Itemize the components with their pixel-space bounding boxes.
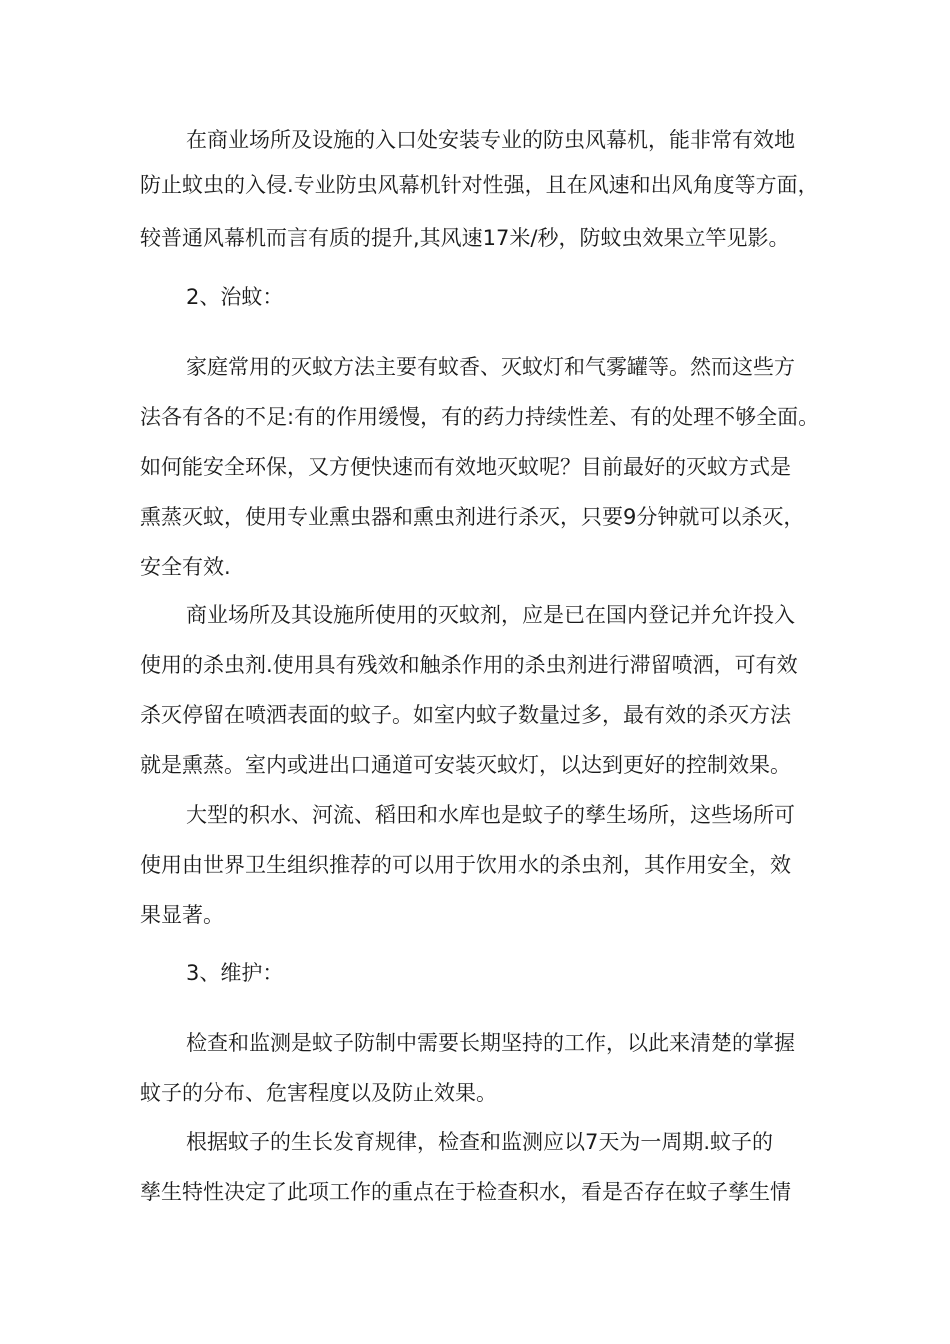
paragraph-6-line-2: 孳生特性决定了此项工作的重点在于检查积水，看是否存在蚊子孳生情 [140,1180,791,1204]
paragraph-4-line-3: 果显著。 [140,903,224,927]
paragraph-2-line-1: 家庭常用的灭蚊方法主要有蚊香、灭蚊灯和气雾罐等。然而这些方 [186,355,795,379]
paragraph-2-line-3: 如何能安全环保，又方便快速而有效地灭蚊呢？目前最好的灭蚊方式是 [140,455,791,479]
paragraph-2-line-4: 熏蒸灭蚊，使用专业熏虫器和熏虫剂进行杀灭，只要9分钟就可以杀灭， [140,505,805,529]
paragraph-4-line-1: 大型的积水、河流、稻田和水库也是蚊子的孳生场所，这些场所可 [186,803,795,827]
paragraph-1-line-3: 较普通风幕机而言有质的提升,其风速17米/秒，防蚊虫效果立竿见影。 [140,226,790,250]
paragraph-3-line-4: 就是熏蒸。室内或进出口通道可安装灭蚊灯，以达到更好的控制效果。 [140,753,791,777]
paragraph-1-line-1: 在商业场所及设施的入口处安装专业的防虫风幕机，能非常有效地 [186,128,795,152]
paragraph-4-line-2: 使用由世界卫生组织推荐的可以用于饮用水的杀虫剂，其作用安全，效 [140,853,791,877]
paragraph-3-line-2: 使用的杀虫剂.使用具有残效和触杀作用的杀虫剂进行滞留喷洒，可有效 [140,653,798,677]
paragraph-3-line-1: 商业场所及其设施所使用的灭蚊剂，应是已在国内登记并允许投入 [186,603,795,627]
section-heading-2: 2、治蚊： [186,285,284,309]
paragraph-2-line-5: 安全有效. [140,555,231,579]
paragraph-2-line-2: 法各有各的不足:有的作用缓慢，有的药力持续性差、有的处理不够全面。 [140,405,820,429]
paragraph-5-line-1: 检查和监测是蚊子防制中需要长期坚持的工作，以此来清楚的掌握 [186,1031,795,1055]
paragraph-1-line-2: 防止蚊虫的入侵.专业防虫风幕机针对性强，且在风速和出风角度等方面， [140,173,819,197]
paragraph-6-line-1: 根据蚊子的生长发育规律，检查和监测应以7天为一周期.蚊子的 [186,1130,774,1154]
paragraph-3-line-3: 杀灭停留在喷洒表面的蚊子。如室内蚊子数量过多，最有效的杀灭方法 [140,703,791,727]
section-heading-3: 3、维护： [186,961,284,985]
paragraph-5-line-2: 蚊子的分布、危害程度以及防止效果。 [140,1081,497,1105]
